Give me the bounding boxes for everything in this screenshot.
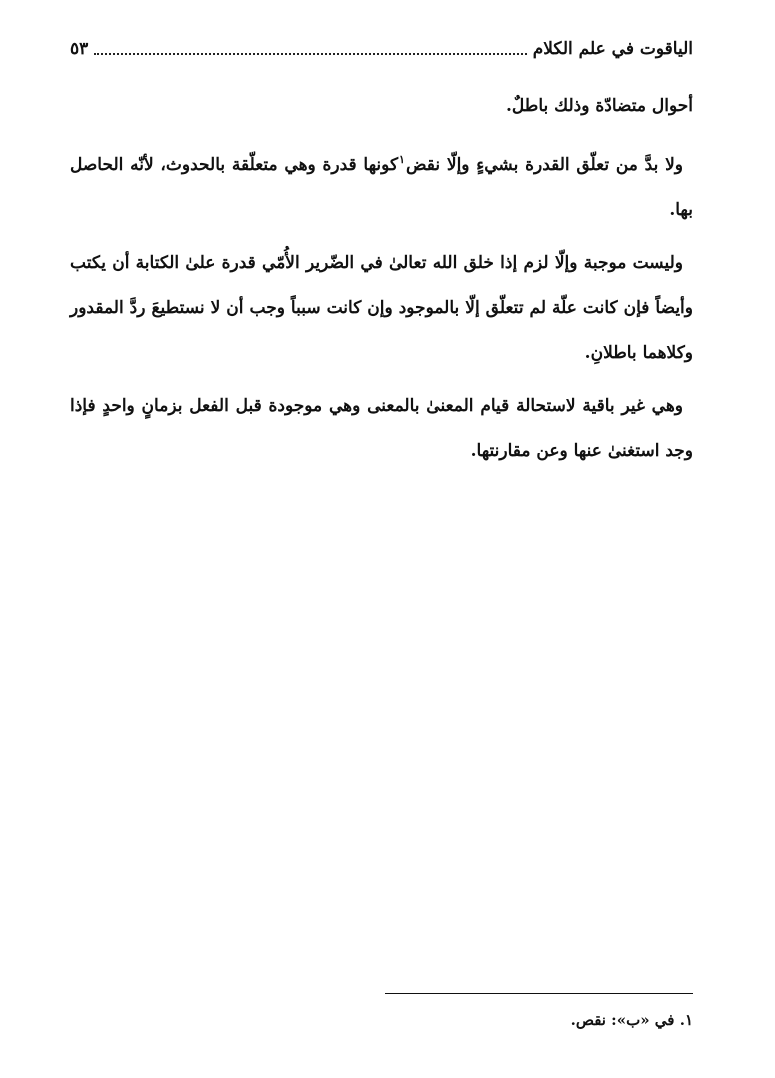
paragraph-2 xyxy=(70,137,693,233)
running-title: الياقوت في علم الكلام xyxy=(532,39,693,59)
paragraph-4: وهي غير باقية لاستحالة قيام المعنىٰ بالمعنى وهي موجودة قبل الفعل بزمانٍ واحدٍ فإذا وجد استغنىٰ عنها وعن مقارنتها. xyxy=(70,396,693,461)
paragraph-2-text-b: كونها قدرة وهي متعلّقة بالحدوث، لأنّه الحاصل بها. xyxy=(70,155,693,220)
paragraph-3: وليست موجبة وإلّا لزم إذا خلق الله تعالىٰ في الضّرير الأُمّي قدرة علىٰ الكتابة أن يكتب وأيضاً فإن كانت علّة لم تتعلّق إلّا بالموجود وإن كانت سبباً وجب أن لا نستطيعَ ردَّ المقدور وكلاهما باطلانِ. xyxy=(70,253,693,363)
page-number: ٥٣ xyxy=(70,39,89,59)
footnote-reference[interactable]: ١ xyxy=(399,153,405,166)
running-head xyxy=(70,34,693,64)
dotted-leader xyxy=(94,53,527,55)
paragraph-1: أحوال متضادّة وذلك باطلٌ. xyxy=(506,96,693,116)
paragraph-2-text-a: ولا بدَّ من تعلّق القدرة بشيءٍ وإلّا نقض xyxy=(405,155,683,175)
body-text xyxy=(70,84,693,474)
footnote-divider xyxy=(385,993,693,994)
footnote: ١. في «ب»: نقص. xyxy=(570,1011,693,1029)
